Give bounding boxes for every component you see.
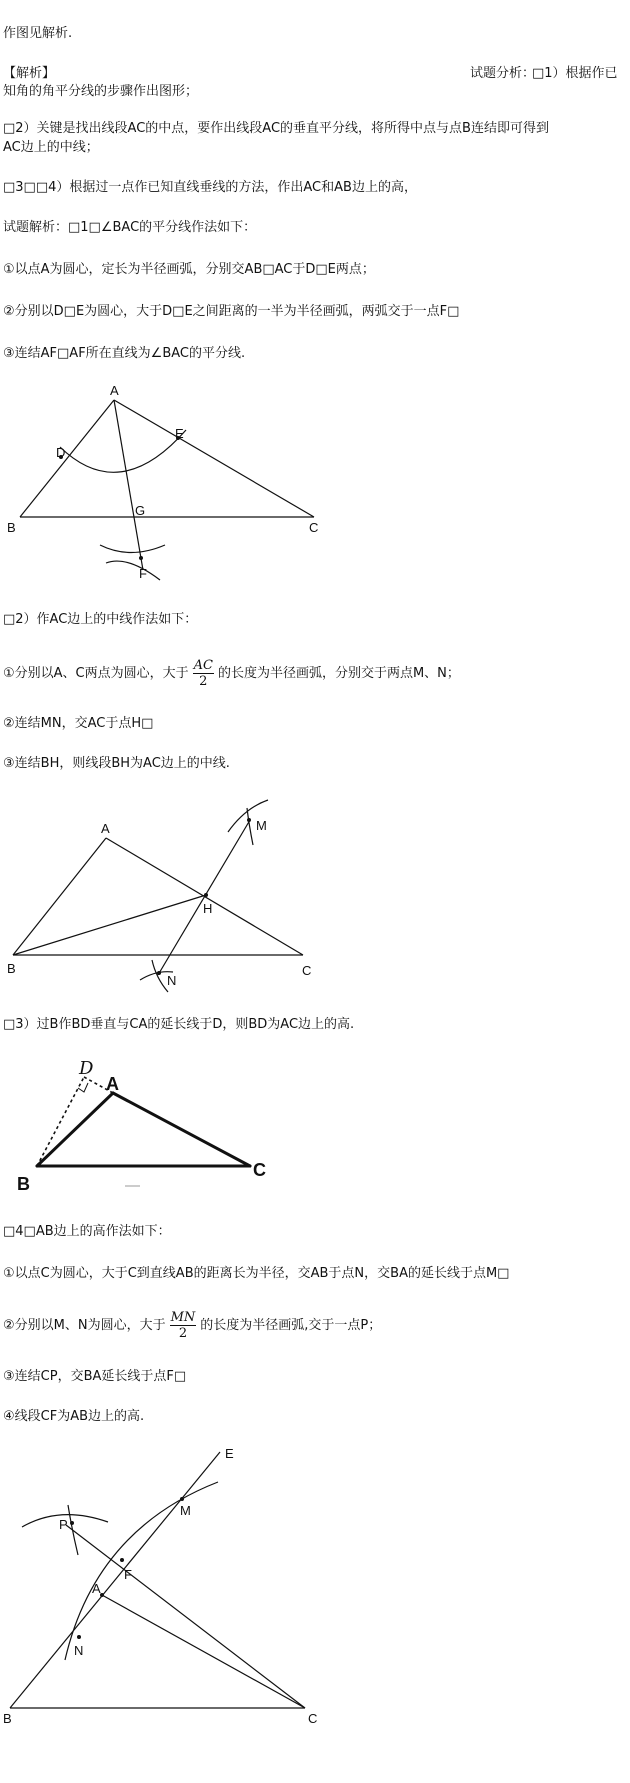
part2-intro: □2）作AC边上的中线作法如下： [3, 612, 198, 627]
fig2-label-h: H [203, 901, 213, 916]
part4-step-2: ②分别以M、N为圆心，大于 $\frac{MN}{2}$ 的长度为半径画弧,交于一点P； [3, 1310, 382, 1341]
analysis-item-2-line2: AC边上的中线； [3, 140, 99, 155]
fig2-label-b: B [7, 961, 16, 976]
fig1-label-f: F [139, 566, 147, 581]
fig4-label-n: N [74, 1643, 84, 1658]
part2-step-2: ②连结MN，交AC于点H□ [3, 716, 154, 731]
intro-text: 作图见解析. [3, 26, 73, 41]
analysis-tag: 【解析】 [3, 66, 56, 81]
fig4-label-b: B [3, 1711, 12, 1726]
fig2-label-n: N [167, 973, 177, 988]
solution-step-3: ③连结AF□AF所在直线为∠BAC的平分线. [3, 346, 246, 361]
fig1-label-b: B [7, 520, 16, 535]
analysis-item-34: □3□□4）根据过一点作已知直线垂线的方法，作出AC和AB边上的高， [3, 180, 417, 195]
fig4-label-f: F [124, 1567, 132, 1582]
part4-step-1: ①以点C为圆心，大于C到直线AB的距离长为半径，交AB于点N，交BA的延长线于点M□ [3, 1266, 510, 1281]
part4-step-4: ④线段CF为AB边上的高. [3, 1409, 145, 1424]
fig3-label-d: D [79, 1058, 94, 1079]
part3-text: □3）过B作BD垂直与CA的延长线于D，则BD为AC边上的高. [3, 1017, 355, 1032]
fig4-label-a: A [92, 1581, 101, 1596]
fig1-label-d: D [56, 445, 66, 460]
solution-step-1: ①以点A为圆心，定长为半径画弧，分别交AB□AC于D□E两点； [3, 262, 375, 277]
part2-step-3: ③连结BH，则线段BH为AC边上的中线. [3, 756, 230, 771]
fig4-label-p: P [59, 1517, 68, 1532]
figure-altitude-ab [0, 1440, 630, 1780]
fig2-label-c: C [302, 963, 312, 978]
solution-intro: 试题解析：□1□∠BAC的平分线作法如下： [3, 220, 257, 235]
fig1-label-e: E [175, 426, 184, 441]
part2-step-1: ①分别以A、C两点为圆心，大于 $\frac{AC}{2}$ 的长度为半径画弧，分别交于两点M、N； [3, 658, 460, 689]
analysis-item-2-line1: □2）关键是找出线段AC的中点，要作出线段AC的垂直平分线，将所得中点与点B连结即可得到 [3, 121, 549, 136]
fig4-label-m: M [180, 1503, 191, 1518]
fig2-label-m: M [256, 818, 267, 833]
part4-intro: □4□AB边上的高作法如下： [3, 1224, 171, 1239]
fraction-ac-over-2: $\frac{AC}{2}$ [193, 658, 213, 689]
fig1-label-c: C [309, 520, 319, 535]
solution-step-2: ②分别以D□E为圆心，大于D□E之间距离的一半为半径画弧，两弧交于一点F□ [3, 304, 460, 319]
figure-altitude-ac [0, 1050, 630, 1195]
figure-angle-bisector [0, 380, 630, 590]
fig2-label-a: A [101, 821, 110, 836]
fig3-label-c: C [253, 1160, 266, 1180]
analysis-item-1b: 知角的角平分线的步骤作出图形； [3, 84, 199, 99]
fraction-mn-over-2: $\frac{MN}{2}$ [170, 1310, 196, 1341]
fig4-label-e: E [225, 1446, 234, 1461]
fig4-label-c: C [308, 1711, 318, 1726]
analysis-label: 试题分析： [470, 66, 536, 81]
analysis-item-1a: □1）根据作已 [532, 66, 618, 81]
fig1-label-a: A [110, 383, 119, 398]
fig3-label-a: A [106, 1074, 119, 1094]
fig3-label-b: B [17, 1174, 30, 1194]
figure-median [0, 790, 630, 990]
fig1-label-g: G [135, 503, 146, 518]
part4-step-3: ③连结CP，交BA延长线于点F□ [3, 1369, 187, 1384]
